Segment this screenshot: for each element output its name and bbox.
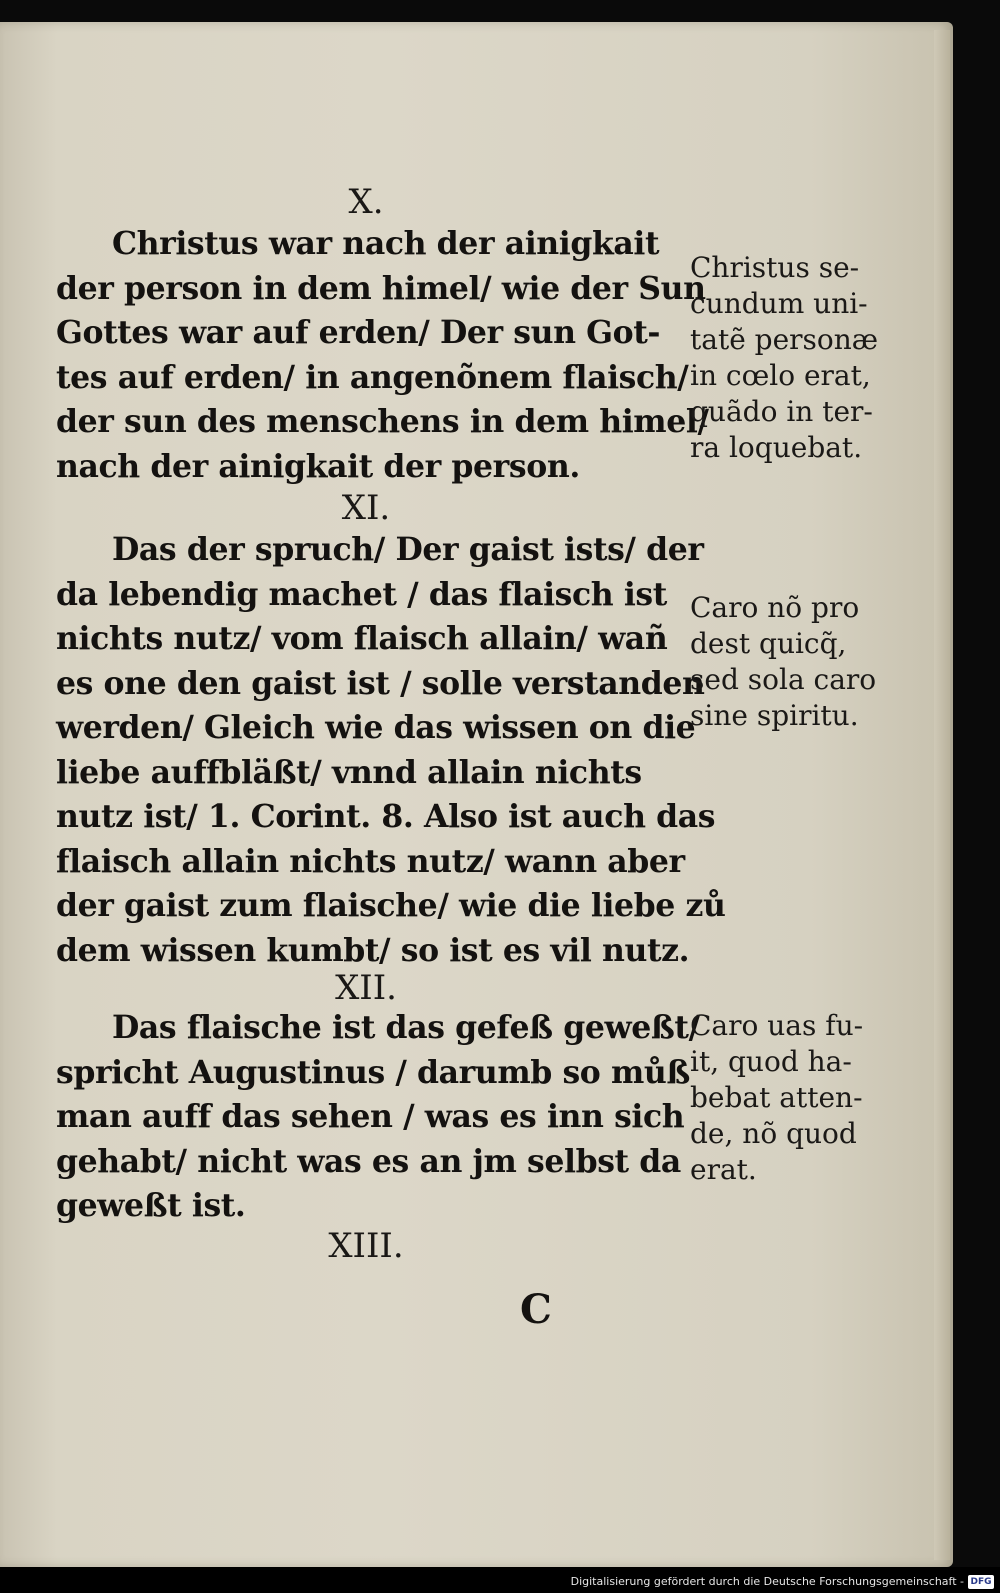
section-numeral-xiii: XIII.	[328, 1226, 404, 1266]
text-line: man auff das sehen / was es inn sich	[56, 1098, 685, 1135]
text-line: der gaist zum flaische/ wie die liebe zů	[56, 887, 726, 924]
text-line: gehabt/ nicht was es an jm selbst da	[56, 1142, 681, 1180]
text-line: Gottes war auf erden/ Der sun Got-	[56, 314, 661, 351]
note-line: sine spiritu.	[690, 699, 859, 732]
text-line: nichts nutz/ vom flaisch allain/ wañ	[56, 620, 668, 657]
footer-credit: Digitalisierung gefördert durch die Deutsche Forschungsgemeinschaft -	[570, 1575, 964, 1588]
text-line: dem wissen kumbt/ so ist es vil nutz.	[56, 931, 690, 969]
note-line: it, quod ha-	[690, 1045, 852, 1078]
text-line: flaisch allain nichts nutz/ wann aber	[56, 842, 685, 880]
text-line: liebe auffbläßt/ vnnd allain nichts	[56, 753, 642, 791]
note-line: quãdo in ter-	[690, 395, 873, 428]
text-line: Christus war nach der ainigkait	[112, 225, 660, 262]
text-line: da lebendig machet / das flaisch ist	[56, 575, 667, 613]
margin-note-x	[690, 250, 890, 466]
note-line: Caro uas fu-	[690, 1009, 864, 1042]
note-line: sed sola caro	[690, 663, 877, 696]
note-line: bebat atten-	[690, 1081, 863, 1114]
text-line: spricht Augustinus / darumb so můß	[56, 1053, 690, 1091]
paragraph-xii	[56, 1006, 700, 1229]
text-line: es one den gaist ist / solle verstanden	[56, 664, 705, 702]
text-line: der person in dem himel/ wie der Sun	[56, 269, 706, 307]
note-line: erat.	[690, 1153, 757, 1186]
dfg-logo-icon: DFG	[968, 1575, 994, 1589]
page-edge	[934, 30, 950, 1560]
note-line: Christus se-	[690, 251, 860, 284]
margin-note-xi	[690, 590, 890, 734]
paragraph-x	[56, 222, 709, 489]
signature-mark: C	[520, 1286, 552, 1333]
paragraph-xi	[56, 528, 726, 973]
text-line: tes auf erden/ in angenõnem flaisch/	[56, 358, 689, 396]
section-numeral-xii: XII.	[335, 968, 397, 1008]
text-line: Das der spruch/ Der gaist ists/ der	[112, 531, 704, 568]
text-line: der sun des menschens in dem himel/	[56, 403, 709, 440]
margin-note-xii	[690, 1008, 890, 1188]
note-line: tatẽ personæ	[690, 323, 879, 356]
text-line: nutz ist/ 1. Corint. 8. Also ist auch das	[56, 798, 716, 835]
section-numeral-x: X.	[348, 182, 384, 222]
text-line: nach der ainigkait der person.	[56, 447, 580, 485]
note-line: Caro nõ pro	[690, 591, 860, 624]
text-line: werden/ Gleich wie das wissen on die	[56, 709, 696, 746]
text-line: geweßt ist.	[56, 1187, 246, 1224]
note-line: de, nõ quod	[690, 1117, 857, 1150]
section-numeral-xi: XI.	[341, 488, 391, 528]
note-line: ra loquebat.	[690, 431, 863, 464]
footer-bar	[0, 1567, 1000, 1593]
note-line: cundum uni-	[690, 287, 868, 320]
note-line: dest quicq̃,	[690, 627, 847, 660]
text-line: Das flaische ist das gefeß geweßt/	[112, 1009, 700, 1046]
note-line: in cœlo erat,	[690, 359, 871, 392]
